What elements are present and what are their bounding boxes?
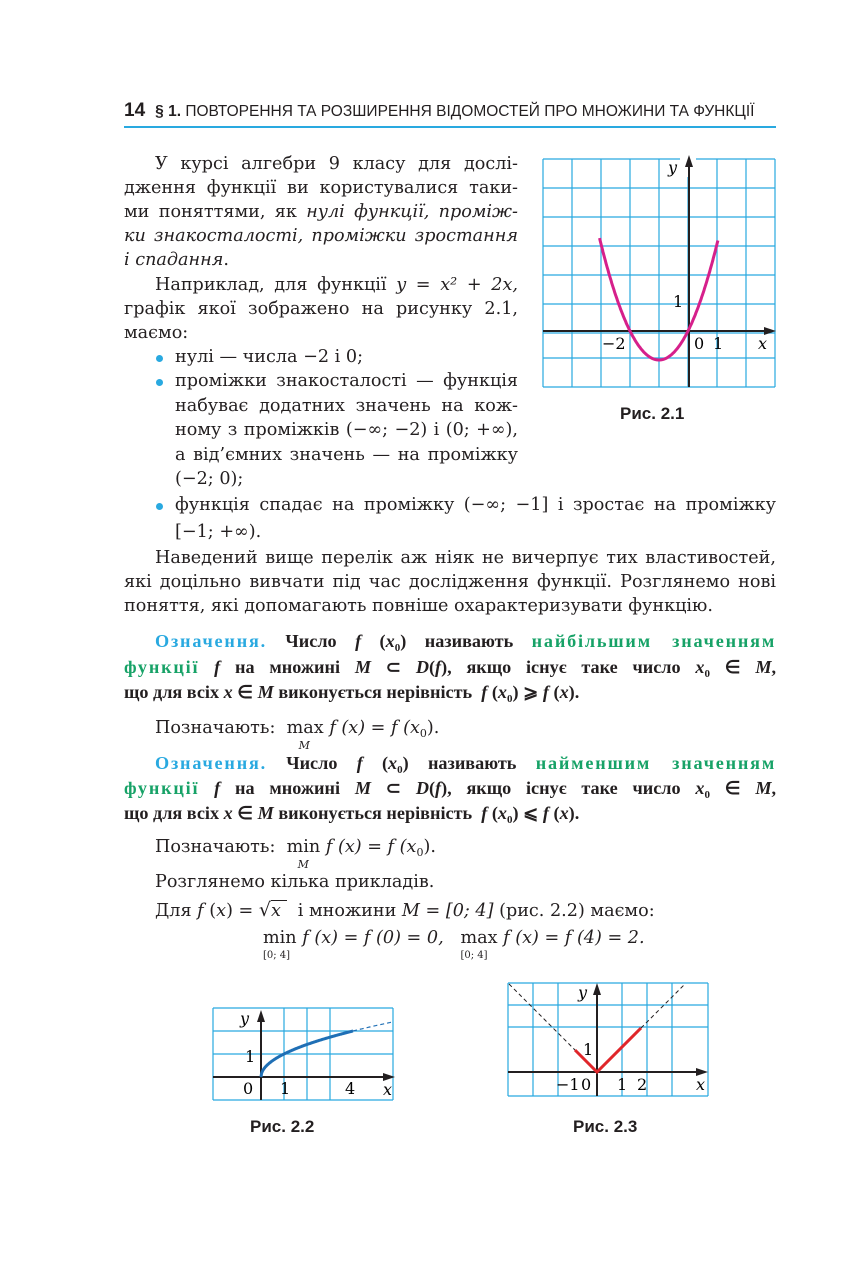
x-label: x	[383, 1080, 393, 1099]
y-label: y	[668, 158, 678, 177]
bullet-monotone-line-2: [−1; +∞).	[175, 522, 262, 542]
figure-2-2	[205, 1000, 400, 1108]
notation-min: Позначають: min M f (x) = f $(x_0)$.	[155, 837, 436, 871]
y-label: y	[240, 1009, 250, 1028]
summary-line-1: Наведений вище перелік аж ніяк не вичерпує тих властивостей,	[155, 548, 776, 568]
tick-neg2: −2	[602, 334, 626, 353]
examples-result: min [0; 4] f (x) = f (0) = 0, max [0; 4] f (x) = f (4) = 2.	[263, 928, 645, 961]
tick-4: 4	[345, 1079, 356, 1098]
caption-fig-2-3: Рис. 2.3	[573, 1117, 638, 1136]
tick-2: 2	[637, 1075, 648, 1094]
bullet-dot	[156, 355, 163, 362]
def-max-line-2: функції f на множині M ⊂ D(f), якщо існує таке число $x_0$ ∈ M,	[124, 657, 777, 680]
tick-1: 1	[280, 1079, 291, 1098]
figure-2-1	[540, 155, 780, 391]
tick-1x: 1	[713, 334, 724, 353]
tick-1y: 1	[245, 1047, 256, 1066]
bullet-zeros: нулі — числа −2 і 0;	[175, 347, 363, 367]
bullet-sign-line-1: проміжки знакосталості — функція	[175, 371, 518, 391]
x-label: x	[696, 1075, 706, 1094]
y-axis-arrow	[593, 983, 601, 995]
bullet-sign-line-4: а від’ємних значень — на проміжку	[175, 445, 518, 465]
notation-max: Позначають: max M f (x) = f $(x_0)$.	[155, 718, 440, 752]
tick-0: 0	[581, 1075, 592, 1094]
intro-line-2: дження функції ви користувалися таки-	[124, 178, 518, 198]
example-line-2: графік якої зображено на рисунку 2.1,	[124, 299, 518, 319]
intro-line-3: ми поняттями, як нулі функції, проміж-	[124, 202, 518, 222]
examples-line: Для f (x) = √x і множини M = [0; 4] (рис. 2.2) маємо:	[155, 899, 655, 921]
y-axis-arrow	[257, 1010, 265, 1022]
intro-line-4: ки знакосталості, проміжки зростання	[124, 226, 518, 246]
figure-2-3	[500, 978, 715, 1100]
bullet-monotone-line-1: функція спадає на проміжку (−∞; −1] і зростає на проміжку	[175, 495, 776, 515]
intro-line-5: і спадання.	[124, 250, 229, 270]
intro-line-1: У курсі алгебри 9 класу для дослі-	[155, 154, 518, 174]
def-max-line-1: Означення. Число f $(x_0)$ називають найбільшим значенням	[155, 631, 777, 654]
caption-fig-2-2: Рис. 2.2	[250, 1117, 315, 1136]
examples-intro: Розглянемо кілька прикладів.	[155, 872, 435, 892]
y-label: y	[578, 983, 588, 1002]
grid	[543, 159, 775, 387]
tick-1: 1	[617, 1075, 628, 1094]
page-header	[124, 100, 776, 128]
caption-fig-2-1: Рис. 2.1	[620, 404, 685, 423]
x-label: x	[758, 334, 768, 353]
example-line-3: маємо:	[124, 323, 189, 343]
tick-neg1: −1	[556, 1075, 580, 1094]
def-max-line-3: що для всіх x ∈ M виконується нерівність f $(x_0)$ ⩾ f (x).	[124, 682, 580, 705]
section-title: ПОВТОРЕННЯ ТА РОЗШИРЕННЯ ВІДОМОСТЕЙ ПРО МНОЖИНИ ТА ФУНКЦІЇ	[185, 103, 755, 120]
tick-1y: 1	[583, 1040, 594, 1059]
tick-1y: 1	[673, 292, 684, 311]
bullet-sign-line-5: (−2; 0);	[175, 469, 244, 489]
def-min-line-3: що для всіх x ∈ M виконується нерівність f $(x_0)$ ⩽ f (x).	[124, 803, 580, 826]
bullet-dot	[156, 379, 163, 386]
section-number: § 1.	[155, 103, 181, 120]
summary-line-2: які доцільно вивчати під час дослідження функції. Розглянемо нові	[124, 572, 776, 592]
tick-0: 0	[243, 1079, 254, 1098]
example-line-1: Наприклад, для функції y = x² + 2x,	[155, 275, 518, 295]
bullet-sign-line-2: набуває додатних значень на кож-	[175, 396, 518, 416]
summary-line-3: поняття, які допомагають повніше охарактеризувати функцію.	[124, 596, 713, 616]
tick-0: 0	[694, 334, 705, 353]
grid	[508, 983, 708, 1096]
def-min-line-2: функції f на множині M ⊂ D(f), якщо існує таке число $x_0$ ∈ M,	[124, 778, 777, 801]
bullet-sign-line-3: ному з проміжків (−∞; −2) і (0; +∞),	[175, 420, 518, 440]
def-min-line-1: Означення. Число f $(x_0)$ називають найменшим значенням	[155, 753, 777, 776]
page-number: 14	[124, 100, 146, 121]
bullet-dot	[156, 503, 163, 510]
sqrt-curve-extension	[353, 1022, 393, 1031]
